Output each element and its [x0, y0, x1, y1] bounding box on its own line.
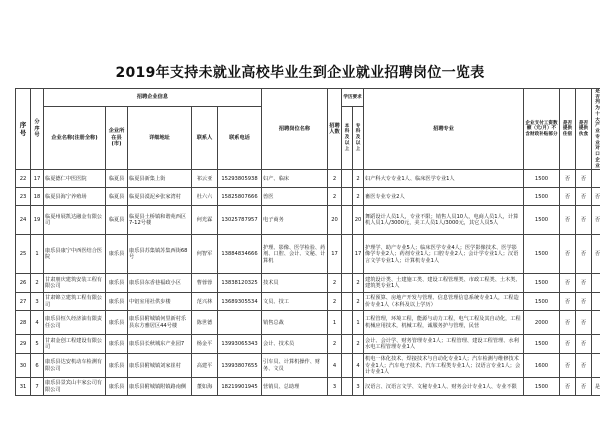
- cell-major: 舞蹈设计人员1人，专业不限；销售人员10人，电商人员1人，计算机人员1人/3000元，美工人员1人/3000元，其它人员5人: [364, 206, 524, 235]
- cell-major: 会计、会计学、财务管理专业1人；工程管理、建设工程管理、水利水电工程管理专业1人: [364, 335, 524, 354]
- table-row: [16, 335, 600, 354]
- cell-address: 康乐县苏集镇苏集西街68号: [128, 235, 192, 274]
- cell-county: 康乐县: [106, 235, 128, 274]
- cell-phone: 13884834666: [218, 235, 262, 274]
- cell-count: 4: [328, 354, 342, 378]
- cell-degree-college: 17: [353, 235, 364, 274]
- cell-major: 建筑设计类、土建施工类、建设工程管理类、市政工程类、土木类、建筑类专业1人: [364, 274, 524, 293]
- cell-accommodation: 否: [560, 170, 576, 188]
- cell-count: 2: [328, 335, 342, 354]
- cell-company-name: 康乐县达安机动车检测有限公司: [44, 354, 106, 378]
- cell-count: 3: [328, 378, 342, 396]
- header-degree-group: 学历要求: [342, 89, 364, 107]
- cell-seq: 22: [16, 170, 31, 188]
- cell-address: 康乐县附城镇何里新村乐县东方雅居区44号楼: [128, 311, 192, 335]
- cell-salary: 2000: [524, 311, 560, 335]
- cell-degree-bachelor: [342, 188, 353, 206]
- cell-sub-seq: 19: [31, 206, 44, 235]
- cell-company-name: 康乐县景宾山丰家公司有限公司: [44, 378, 106, 396]
- cell-degree-bachelor: [342, 378, 353, 396]
- cell-degree-bachelor: [342, 354, 353, 378]
- cell-county: 康乐县: [106, 354, 128, 378]
- cell-meals: 否: [576, 354, 592, 378]
- cell-contact: 曹蓉蓉: [192, 274, 218, 293]
- cell-county: 康乐县: [106, 274, 128, 293]
- cell-position: 兽医: [262, 188, 328, 206]
- cell-degree-bachelor: [342, 274, 353, 293]
- cell-degree-bachelor: [342, 311, 353, 335]
- cell-preference: 否: [592, 206, 600, 235]
- cell-position: 妇产、临床: [262, 170, 328, 188]
- cell-salary: 1500: [524, 235, 560, 274]
- cell-sub-seq: 3: [31, 293, 44, 311]
- cell-seq: 30: [16, 354, 31, 378]
- cell-meals: 否: [576, 293, 592, 311]
- cell-address: 康乐县东香巷福政小区: [128, 274, 192, 293]
- cell-position: 会计、技术员: [262, 335, 328, 354]
- cell-major: 汉语言、汉语言文学、文秘专业1人、财务会计专业1人、专业不限: [364, 378, 524, 396]
- cell-company-name: 康乐县康宁中西医结合医院: [44, 235, 106, 274]
- cell-salary: 1600: [524, 354, 560, 378]
- cell-accommodation: 否: [560, 378, 576, 396]
- cell-sub-seq: 7: [31, 378, 44, 396]
- cell-seq: 23: [16, 188, 31, 206]
- cell-degree-college: 20: [353, 206, 364, 235]
- cell-address: 中铝室用社供步楼: [128, 293, 192, 311]
- cell-accommodation: 否: [560, 293, 576, 311]
- cell-accommodation: 否: [560, 354, 576, 378]
- cell-position: 电子商务: [262, 206, 328, 235]
- cell-company-name: 临夏县海宁养殖场: [44, 188, 106, 206]
- cell-contact: 何智军: [192, 235, 218, 274]
- header-count: 招聘人数: [328, 89, 342, 170]
- cell-seq: 27: [16, 293, 31, 311]
- table-row: [16, 170, 600, 188]
- cell-meals: 否: [576, 235, 592, 274]
- cell-degree-college: 2: [353, 293, 364, 311]
- recruitment-table: [15, 88, 600, 396]
- cell-sub-seq: 1: [31, 235, 44, 274]
- cell-count: 1: [328, 311, 342, 335]
- cell-contact: 何光霖: [192, 206, 218, 235]
- cell-contact: 杜六六: [192, 188, 218, 206]
- cell-salary: 1500: [524, 378, 560, 396]
- cell-phone: 13689305534: [218, 293, 262, 311]
- cell-meals: 否: [576, 188, 592, 206]
- cell-salary: 1500: [524, 188, 560, 206]
- cell-company-name: 康乐县恒久经济油有限责任公司: [44, 311, 106, 335]
- cell-sub-seq: 4: [31, 311, 44, 335]
- header-major: 招聘专业: [364, 89, 524, 170]
- cell-preference: 否: [592, 188, 600, 206]
- header-company-name: 企业名称(注册全称): [44, 106, 106, 170]
- cell-county: 临夏县: [106, 170, 128, 188]
- cell-count: 17: [328, 235, 342, 274]
- cell-county: 康乐县: [106, 311, 128, 335]
- cell-accommodation: 否: [560, 274, 576, 293]
- header-meals: 是否提供伙食: [576, 89, 592, 170]
- cell-major: 护理学、助产专业5人；临床医学专业4人；医学影像技术、医学影像学专业2人；药剂专业1人；口腔专业2人；会计学专业1人；汉语言文学专业1人；计算机专业1人: [364, 235, 524, 274]
- cell-company-name: 甘肃金创工程建设有限公司: [44, 335, 106, 354]
- cell-degree-bachelor: [342, 235, 353, 274]
- cell-meals: 否: [576, 335, 592, 354]
- cell-contact: 董如海: [192, 378, 218, 396]
- table-row: [16, 206, 600, 235]
- cell-phone: 15825807666: [218, 188, 262, 206]
- cell-salary: 1500: [524, 170, 560, 188]
- header-degree-bachelor: 本科及以上: [342, 106, 353, 170]
- cell-preference: [592, 311, 600, 335]
- cell-accommodation: 否: [560, 188, 576, 206]
- table-row: [16, 274, 600, 293]
- cell-preference: 否: [592, 235, 600, 274]
- cell-salary: 1500: [524, 335, 560, 354]
- cell-contact: 范兴林: [192, 293, 218, 311]
- table-row: [16, 354, 600, 378]
- cell-county: 康乐县: [106, 335, 128, 354]
- cell-degree-bachelor: [342, 335, 353, 354]
- cell-contact: 陈世德: [192, 311, 218, 335]
- cell-degree-bachelor: [342, 170, 353, 188]
- cell-sub-seq: 18: [31, 188, 44, 206]
- cell-major: 机电一体化技术、焊接技术与自动化专业1人；汽车检测与维修技术专业1人；汽车电子技术、汽车工程类专业1人；汉语言专业1人；会计专业1人: [364, 354, 524, 378]
- cell-count: 2: [328, 293, 342, 311]
- header-sub-seq: 分序号: [31, 89, 44, 170]
- cell-accommodation: 否: [560, 311, 576, 335]
- cell-meals: 否: [576, 170, 592, 188]
- cell-company-name: 甘肃朋庆建筑安装工程有限公司: [44, 274, 106, 293]
- cell-county: 临夏县: [106, 188, 128, 206]
- cell-degree-bachelor: [342, 206, 353, 235]
- cell-sub-seq: 2: [31, 274, 44, 293]
- header-salary: 企业支付工资数额（元/月）不含财政补贴部分: [524, 89, 560, 170]
- table-row: [16, 235, 600, 274]
- cell-address: 康乐县附城镇附镇路南侧: [128, 378, 192, 396]
- cell-sub-seq: 5: [31, 335, 44, 354]
- cell-degree-college: 1: [353, 311, 364, 335]
- cell-contact: 高建平: [192, 354, 218, 378]
- cell-major: 畜医专业专业2人: [364, 188, 524, 206]
- cell-company-name: 临夏州展凯达融金有限公司: [44, 206, 106, 235]
- header-seq: 序号: [16, 89, 31, 170]
- cell-phone: 15293805938: [218, 170, 262, 188]
- cell-address: 临夏县新集上街: [128, 170, 192, 188]
- cell-major: 工程管理，环境工程，能源与动力工程，电气工程及其自动化，工程机械应用技术，机械工程，诚服务护与管理，民营: [364, 311, 524, 335]
- cell-meals: 否: [576, 274, 592, 293]
- cell-accommodation: 否: [560, 206, 576, 235]
- cell-accommodation: 否: [560, 235, 576, 274]
- cell-phone: 13025787957: [218, 206, 262, 235]
- cell-company-name: 临夏德仁中医医院: [44, 170, 106, 188]
- cell-meals: 否: [576, 378, 592, 396]
- cell-preference: [592, 335, 600, 354]
- cell-preference: 是: [592, 378, 600, 396]
- cell-sub-seq: 17: [31, 170, 44, 188]
- cell-company-name: 甘肃锦立建筑工程有限公司: [44, 293, 106, 311]
- cell-seq: 28: [16, 311, 31, 335]
- cell-phone: 13993807655: [218, 354, 262, 378]
- cell-preference: [592, 170, 600, 188]
- cell-address: 康乐县附城镇刘家崔村: [128, 354, 192, 378]
- cell-sub-seq: 6: [31, 354, 44, 378]
- cell-salary: 1500: [524, 293, 560, 311]
- cell-position: 销售总裁: [262, 311, 328, 335]
- header-position: 招聘岗位名称: [262, 89, 328, 170]
- cell-position: 引车员、计算机操作、财务、文员: [262, 354, 328, 378]
- cell-county: 临夏县: [106, 206, 128, 235]
- cell-preference: [592, 293, 600, 311]
- header-degree-college: 专科及以上: [353, 106, 364, 170]
- header-phone: 联系电话: [218, 106, 262, 170]
- table-row: [16, 311, 600, 335]
- header-preference: 是否列为十大产业专业对口企业: [592, 89, 600, 170]
- cell-degree-college: 4: [353, 354, 364, 378]
- cell-seq: 31: [16, 378, 31, 396]
- table-row: [16, 293, 600, 311]
- cell-phone: 18219901945: [218, 378, 262, 396]
- cell-degree-college: 2: [353, 188, 364, 206]
- cell-address: 临夏县漠泥乡张家湾村: [128, 188, 192, 206]
- cell-degree-college: 3: [353, 378, 364, 396]
- cell-preference: [592, 354, 600, 378]
- cell-meals: 否: [576, 206, 592, 235]
- cell-degree-college: 2: [353, 335, 364, 354]
- cell-count: 2: [328, 170, 342, 188]
- cell-meals: 否: [576, 311, 592, 335]
- header-county: 企业所在县(市): [106, 106, 128, 170]
- cell-seq: 25: [16, 235, 31, 274]
- cell-address: 临夏县土桥镇和谐苑西区7-12号楼: [128, 206, 192, 235]
- cell-contact: 杨金平: [192, 335, 218, 354]
- cell-position: 技术员: [262, 274, 328, 293]
- cell-salary: 1500: [524, 274, 560, 293]
- cell-count: 2: [328, 274, 342, 293]
- cell-position: 护理、影像、医学检验、药剂、口腔、会计、文秘、计算机: [262, 235, 328, 274]
- cell-preference: [592, 274, 600, 293]
- cell-county: 康乐县: [106, 293, 128, 311]
- cell-position: 营销员、总助理: [262, 378, 328, 396]
- cell-degree-bachelor: [342, 293, 353, 311]
- header-address: 详细地址: [128, 106, 192, 170]
- cell-seq: 29: [16, 335, 31, 354]
- cell-contact: 祁云亚: [192, 170, 218, 188]
- cell-count: 20: [328, 206, 342, 235]
- page-title: 2019年支持未就业高校毕业生到企业就业招聘岗位一览表: [115, 65, 485, 81]
- cell-degree-college: 2: [353, 274, 364, 293]
- cell-county: 康乐县: [106, 378, 128, 396]
- cell-address: 康乐县长秋城东产业园7: [128, 335, 192, 354]
- table-row: [16, 188, 600, 206]
- cell-phone: 13993065343: [218, 335, 262, 354]
- cell-salary: 1500: [524, 206, 560, 235]
- cell-phone: 13838120325: [218, 274, 262, 293]
- table-row: [16, 378, 600, 396]
- cell-phone: [218, 311, 262, 335]
- cell-seq: 24: [16, 206, 31, 235]
- header-accommodation: 是否提供住宿: [560, 89, 576, 170]
- cell-degree-college: 2: [353, 170, 364, 188]
- cell-seq: 26: [16, 274, 31, 293]
- cell-major: 工程预算、房地产开发与管理、信息管理信息系统专业1人，工程造价专业1人（本科及以上学历）: [364, 293, 524, 311]
- cell-accommodation: 否: [560, 335, 576, 354]
- header-company-group: 招聘企业信息: [44, 89, 262, 107]
- cell-count: 2: [328, 188, 342, 206]
- cell-major: 妇产科大专专业1人、临床医学专业1人: [364, 170, 524, 188]
- header-contact: 联系人: [192, 106, 218, 170]
- cell-position: 文员、技工: [262, 293, 328, 311]
